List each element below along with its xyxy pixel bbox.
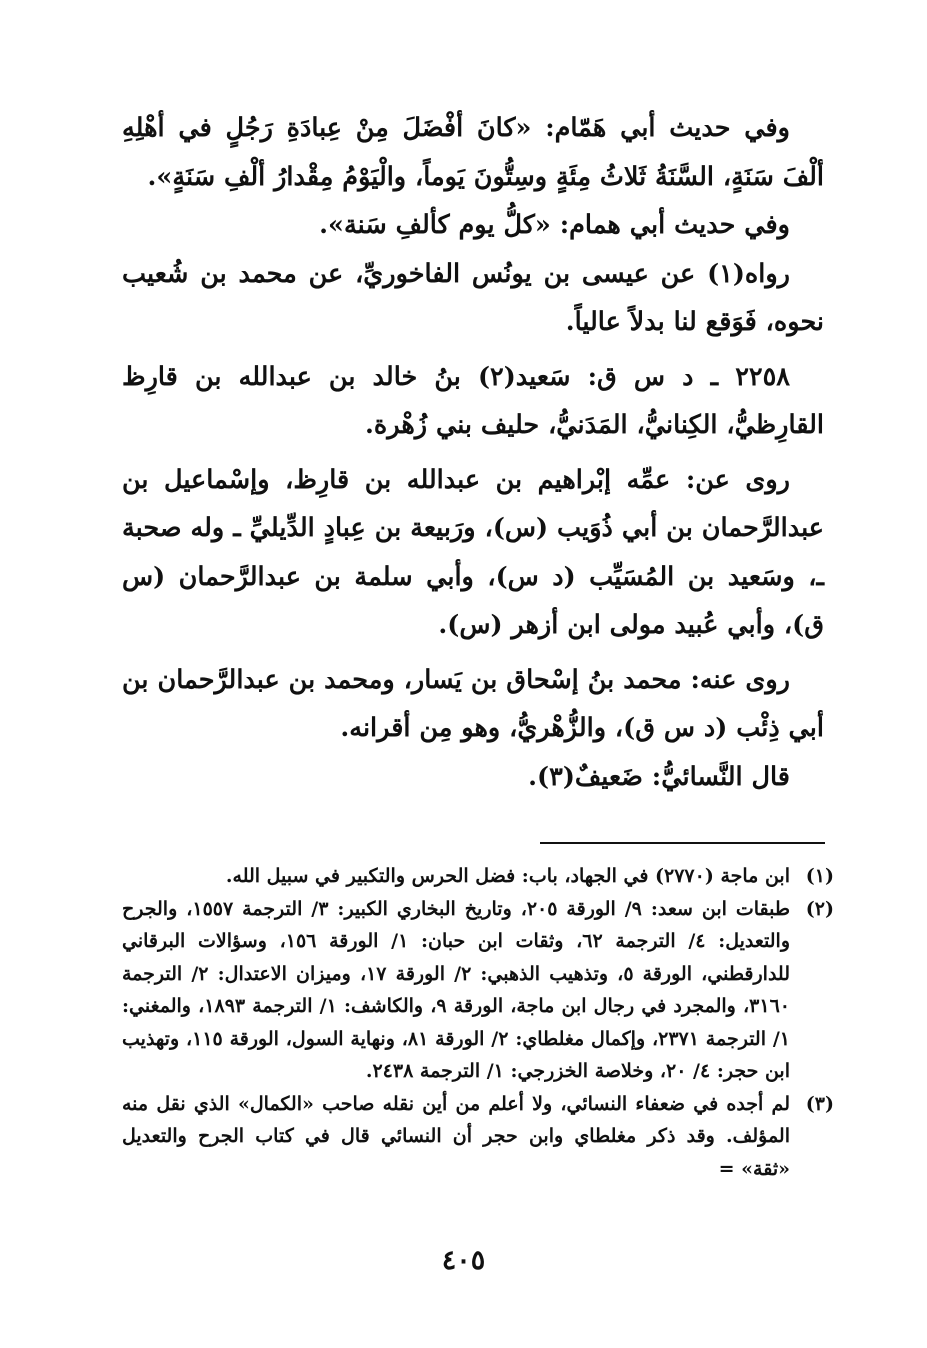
footnote-text: ابن ماجة (٢٧٧٠) في الجهاد، باب: فضل الحرس والتكبير في سبيل الله. <box>225 865 790 887</box>
footnote-number: (٢) <box>805 897 834 920</box>
main-text <box>122 104 824 801</box>
footnote-separator <box>540 842 825 844</box>
hadith-paragraph-2: وفي حديث أبي همام: «كلُّ يوم كألفِ سَنة». <box>319 210 790 240</box>
footnote-text: طبقات ابن سعد: ٩/ الورقة ٢٠٥، وتاريخ البخاري الكبير: ٣/ الترجمة ١٥٥٧، والجرح والتعديل: ٤/ الترجمة ٦٢، وثقات ابن حبان: ١/ الورقة ١٥٦، وسؤالات البرقاني للدارقطني، الورقة ٥، وتذهيب الذهبي: ٢/ الورقة ١٧، وميزان الاعتدال: ٢/ الترجمة ٣١٦٠، والمجرد في رجال ابن ماجة، الورقة ٩، والكاشف: ١/ الترجمة ١٨٩٣، والمغني: ١/ الترجمة ٢٣٧١، وإكمال مغلطاي: ٢/ الورقة ٨١، ونهاية السول، الورقة ١١٥، وتهذيب ابن حجر: ٤/ ٢٠، وخلاصة الخزرجي: ١/ الترجمة ٢٤٣٨. <box>122 897 791 1082</box>
footnote-2 <box>122 893 834 1088</box>
hadith-paragraph-1: وفي حديث أبي هَمّام: «كانَ أفْضَلَ مِنْ عِبادَةِ رَجُلٍ في أهْلِهِ ألْفَ سَنَةٍ، السَّنَةُ ثَلاثُ مِئَةٍ وسِتُّونَ يَوماً، والْيَوْمُ مِقْدارُ ألْفِ سَنَةٍ». <box>122 113 824 192</box>
narration-paragraph: رواه(١) عن عيسى بن يونُس الفاخوريِّ، عن محمد بن شُعيب نحوه، فَوَقع لنا بدلاً عالياً. <box>122 258 824 337</box>
narrated-from-paragraph: روى عن: عمِّه إبْراهيم بن عبدالله بن قارِظ، وإسْماعيل بن عبدالرَّحمان بن أبي ذُوَيب (س)، ورَبيعة بن عِبادٍ الدِّيليِّ ـ وله صحبة ـ، وسَعيد بن المُسَيِّب (د س)، وأبي سلمة بن عبدالرَّحمان (س ق)، وأبي عُبيد مولى ابن أزهر (س). <box>122 464 824 640</box>
narrated-by-paragraph: روى عنه: محمد بنُ إسْحاق بن يَسار، ومحمد بن عبدالرَّحمان بن أبي ذِئْب (د س ق)، والزُّهْريُّ، وهو مِن أقرانه. <box>122 664 824 743</box>
footnote-text: لم أجده في ضعفاء النسائي، ولا أعلم من أين نقله صاحب «الكمال» الذي نقل منه المؤلف. وقد ذكر مغلطاي وابن حجر أن النسائي قال في كتاب الجرح والتعديل «ثقة» = <box>122 1092 790 1180</box>
footnote-number: (١) <box>805 865 834 887</box>
nasai-statement: قال النَّسائيُّ: ضَعيفٌ(٣). <box>528 761 790 792</box>
footnote-3 <box>122 1088 834 1186</box>
footnote-number: (٣) <box>805 1092 834 1115</box>
page-number: ٤٠٥ <box>441 1245 486 1276</box>
biography-entry-heading: ٢٢٥٨ ـ د س ق: سَعيد(٢) بنُ خالد بن عبدالله بن قارِظ القارِظيُّ، الكِنانيُّ، المَدَنيُّ، حليف بني زُهْرة. <box>122 361 824 440</box>
footnote-1 <box>122 860 834 893</box>
footnotes <box>122 860 834 1185</box>
